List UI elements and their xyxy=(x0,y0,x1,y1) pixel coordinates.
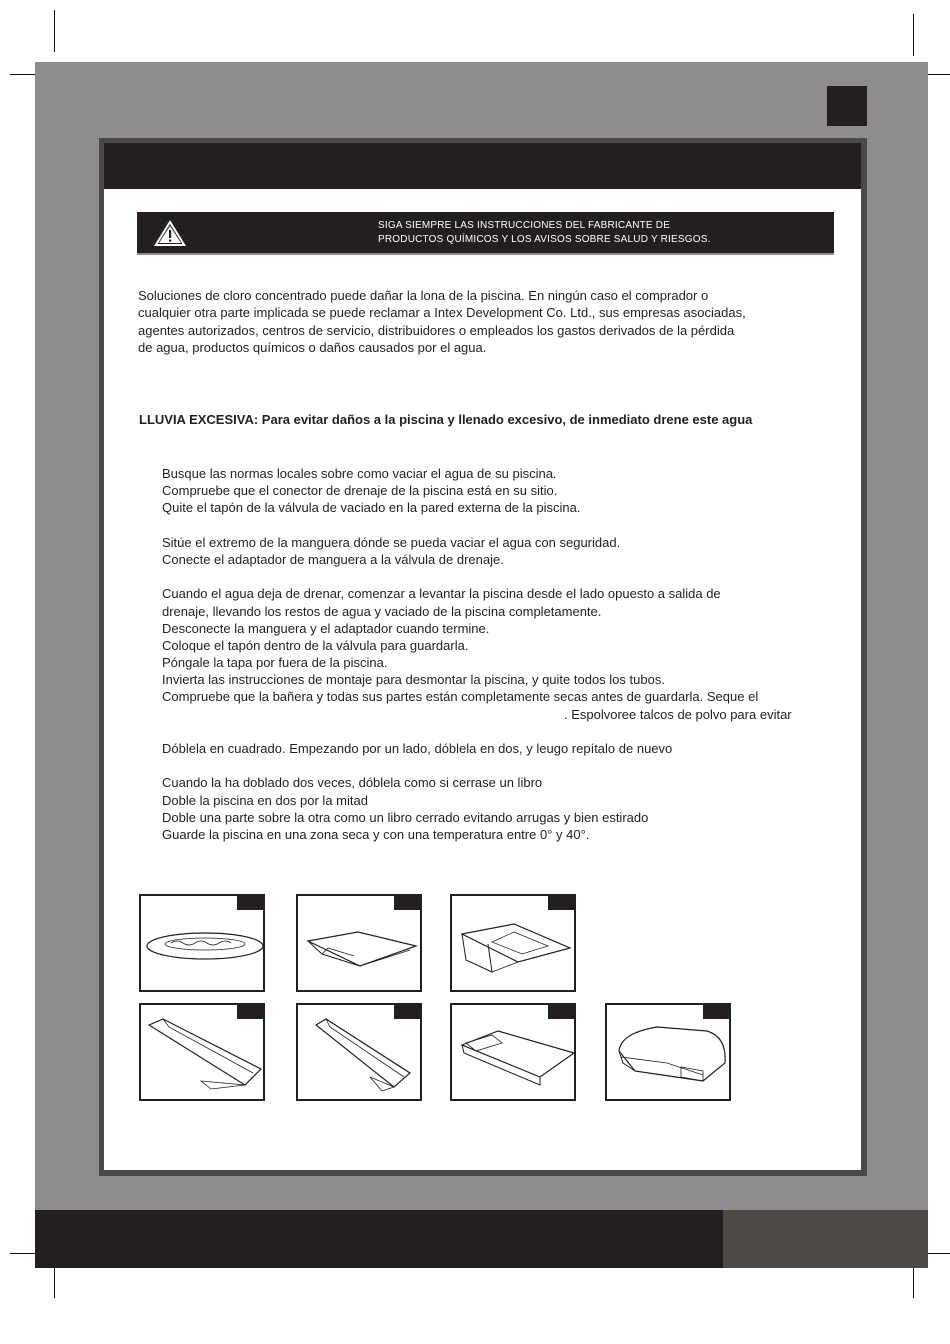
paragraph-line: agentes autorizados, centros de servicio, distribuidores o empleados los gastos derivados de la pérdida xyxy=(138,322,735,338)
rain-warning: LLUVIA EXCESIVA: Para evitar daños a la piscina y llenado excesivo, de inmediato drene este agua xyxy=(139,412,753,427)
step-line: Sitúe el extremo de la manguera dónde se pueda vaciar el agua con seguridad. xyxy=(162,534,621,550)
step-line: Compruebe que la bañera y todas sus partes están completamente secas antes de guardarla. Seque el xyxy=(162,689,759,705)
paragraph-line: cualquier otra parte implicada se puede reclamar a Intex Development Co. Ltd., sus empresas asociadas, xyxy=(138,305,746,321)
liner-square-fold-icon xyxy=(298,896,424,994)
fold-figure-1 xyxy=(139,894,265,992)
warning-banner xyxy=(137,212,834,255)
fold-figure-7 xyxy=(605,1003,731,1101)
content-panel xyxy=(104,143,861,1170)
step-line: Busque las normas locales sobre como vaciar el agua de su piscina. xyxy=(162,466,557,481)
liner-rolled-side-icon xyxy=(452,896,578,994)
fold-figure-5 xyxy=(296,1003,422,1101)
warning-line: PRODUCTOS QUÍMICOS Y LOS AVISOS SOBRE SALUD Y RIESGOS. xyxy=(378,234,711,245)
crop-mark xyxy=(54,1268,55,1298)
step-line: Invierta las instrucciones de montaje para desmontar la piscina, y quite todos los tubos. xyxy=(162,672,665,688)
drain-storage-steps xyxy=(162,465,842,843)
step-line: Compruebe que el conector de drenaje de la piscina está en su sitio. xyxy=(162,483,558,499)
step-line: Doble una parte sobre la otra como un libro cerrado evitando arrugas y bien estirado xyxy=(162,809,649,825)
step-line: drenaje, llevando los restos de agua y vaciado de la piscina completamente. xyxy=(162,603,602,619)
step-line: . Espolvoree talcos de polvo para evitar xyxy=(564,706,792,722)
warning-triangle-icon xyxy=(153,219,187,247)
step-line: Doble la piscina en dos por la mitad xyxy=(162,792,368,808)
liner-long-fold-icon xyxy=(141,1005,267,1103)
page-number-tab xyxy=(827,86,867,126)
liner-folded-stack-icon xyxy=(607,1005,733,1103)
warning-text xyxy=(378,219,711,247)
paragraph-line: de agua, productos químicos o daños causados por el agua. xyxy=(138,339,487,355)
step-line: Cuando el agua deja de drenar, comenzar a levantar la piscina desde el lado opuesto a salida de xyxy=(162,586,721,602)
warning-line: SIGA SIEMPRE LAS INSTRUCCIONES DEL FABRICANTE DE xyxy=(378,220,671,231)
paragraph-line: Soluciones de cloro concentrado puede dañar la lona de la piscina. En ningún caso el comprador o xyxy=(138,288,709,303)
step-line: Desconecte la manguera y el adaptador cuando termine. xyxy=(162,620,490,636)
step-line: Cuando la ha doblado dos veces, dóblela como si cerrase un libro xyxy=(162,775,543,791)
step-line: Dóblela en cuadrado. Empezando por un lado, dóblela en dos, y leugo repítalo de nuevo xyxy=(162,741,673,756)
footer-page-block xyxy=(723,1210,928,1268)
liner-book-fold-icon xyxy=(452,1005,578,1103)
step-line: Coloque el tapón dentro de la válvula para guardarla. xyxy=(162,637,469,653)
step-line: Póngale la tapa por fuera de la piscina. xyxy=(162,655,388,671)
crop-mark xyxy=(913,1268,914,1298)
fold-figure-3 xyxy=(450,894,576,992)
crop-mark xyxy=(54,10,55,52)
chlorine-paragraph xyxy=(138,287,828,356)
fold-figure-4 xyxy=(139,1003,265,1101)
crop-mark xyxy=(913,14,914,56)
footer-bar xyxy=(35,1210,723,1268)
step-line: Guarde la piscina en una zona seca y con una temperatura entre 0° y 40°. xyxy=(162,826,590,842)
liner-narrow-fold-icon xyxy=(298,1005,424,1103)
pool-liner-flat-icon xyxy=(141,896,267,994)
fold-figure-6 xyxy=(450,1003,576,1101)
section-header-bar xyxy=(104,143,861,189)
step-line: Conecte el adaptador de manguera a la válvula de drenaje. xyxy=(162,551,504,567)
fold-figure-2 xyxy=(296,894,422,992)
step-line: Quite el tapón de la válvula de vaciado en la pared externa de la piscina. xyxy=(162,500,581,516)
